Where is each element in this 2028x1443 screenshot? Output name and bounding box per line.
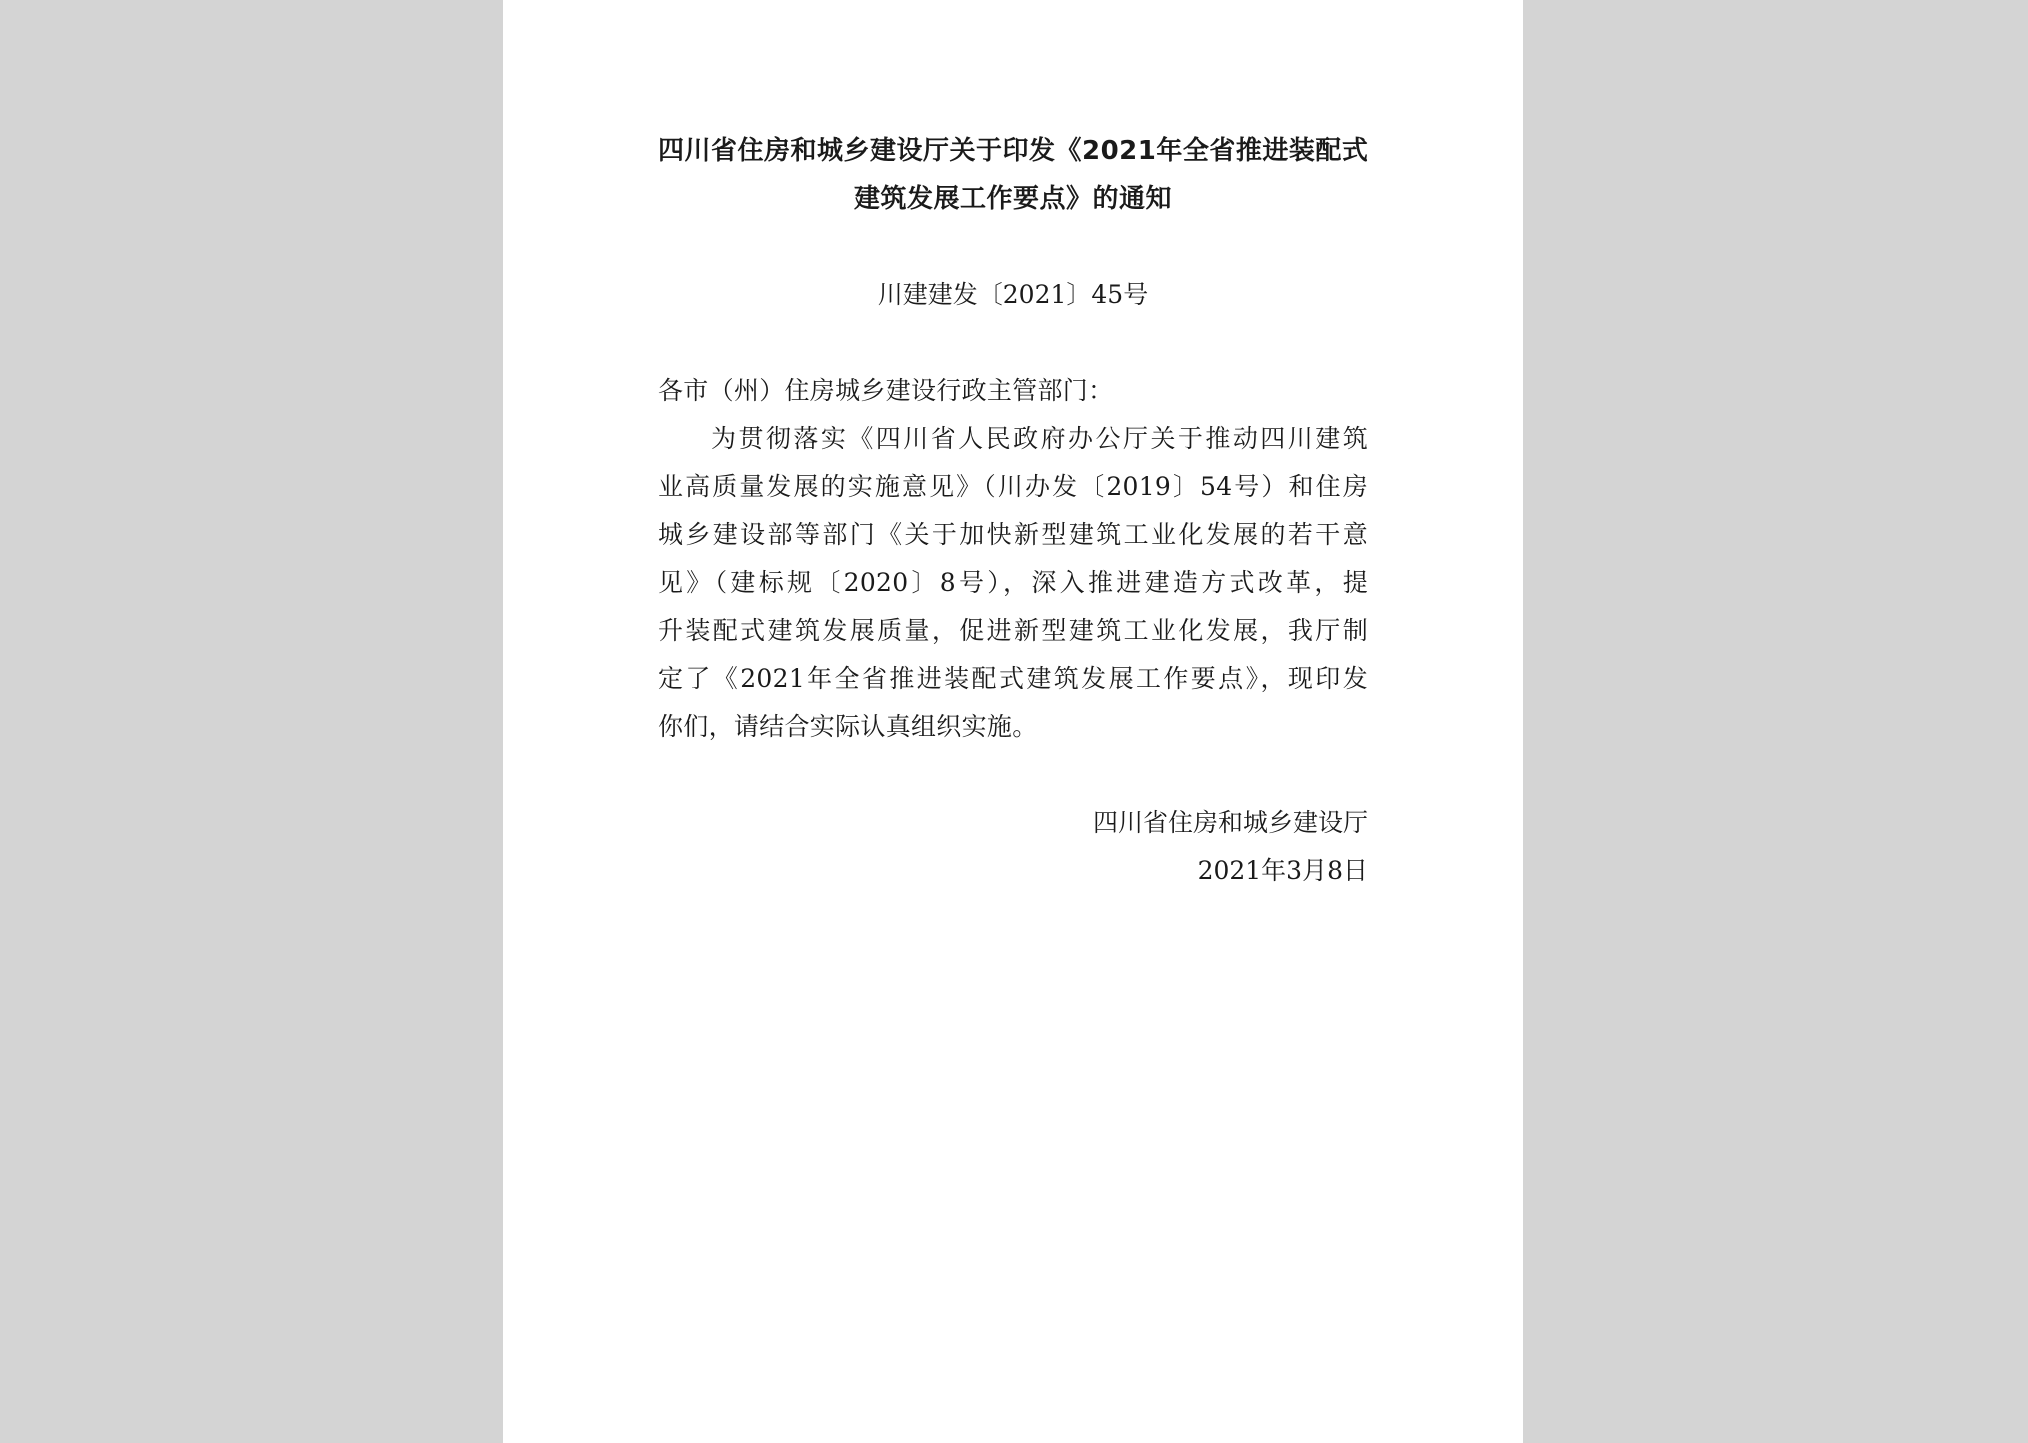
signature-date: 2021年3月8日 <box>1197 856 1368 885</box>
body-line-4: 见》（建标规〔2020〕8号），深入推进建造方式改革，提 <box>658 568 1368 597</box>
body-line-5: 升装配式建筑发展质量，促进新型建筑工业化发展，我厅制 <box>658 616 1368 645</box>
document-title-line-1: 四川省住房和城乡建设厅关于印发《2021年全省推进装配式 <box>658 136 1369 166</box>
signature: 四川省住房和城乡建设厅 <box>1092 808 1368 837</box>
document-title-line-2: 建筑发展工作要点》的通知 <box>853 184 1172 214</box>
body-line-6: 定了《2021年全省推进装配式建筑发展工作要点》，现印发 <box>658 664 1368 693</box>
body-line-3: 城乡建设部等部门《关于加快新型建筑工业化发展的若干意 <box>658 520 1368 549</box>
body-line-1: 为贯彻落实《四川省人民政府办公厅关于推动四川建筑 <box>711 424 1368 453</box>
body-line-2: 业高质量发展的实施意见》（川办发〔2019〕54号）和住房 <box>658 472 1368 501</box>
document-page <box>503 0 1523 1443</box>
document-number: 川建建发〔2021〕45号 <box>877 280 1149 309</box>
salutation: 各市（州）住房城乡建设行政主管部门： <box>658 376 1114 405</box>
body-line-7: 你们，请结合实际认真组织实施。 <box>658 712 1038 741</box>
